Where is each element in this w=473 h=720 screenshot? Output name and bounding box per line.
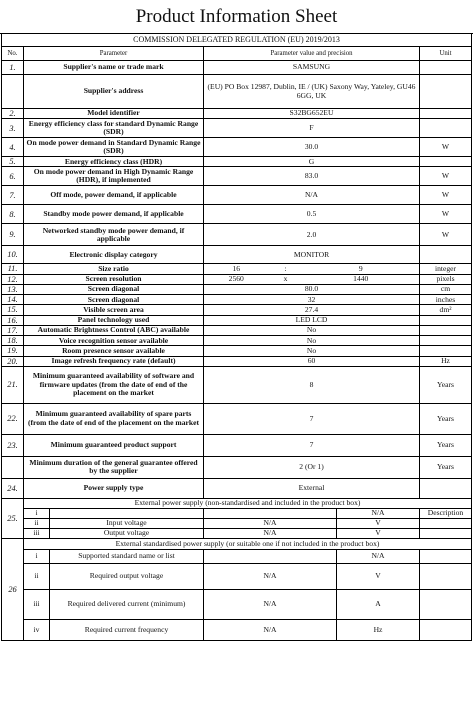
- row-number: 6.: [2, 167, 24, 186]
- row-value: 2.0: [204, 224, 420, 246]
- row-number: 4.: [2, 138, 24, 157]
- row-unit: [420, 346, 472, 356]
- ps26-parameter: Required delivered current (minimum): [50, 589, 204, 619]
- row-value: 83.0: [204, 167, 420, 186]
- row-unit: [420, 246, 472, 264]
- row-value: 80.0: [204, 284, 420, 294]
- table-row: [2, 246, 472, 264]
- row-parameter: Supplier's name or trade mark: [24, 61, 204, 75]
- ps26-blank: [420, 563, 472, 589]
- regulation-title: COMMISSION DELEGATED REGULATION (EU) 2019/2013: [2, 34, 472, 47]
- row-parameter: Minimum guaranteed availability of spare parts (from the date of end of the placement on the market: [24, 403, 204, 434]
- row-unit: Years: [420, 456, 472, 478]
- ps26-unit: Hz: [337, 619, 420, 640]
- row-number: 14.: [2, 295, 24, 305]
- row-value: SAMSUNG: [204, 61, 420, 75]
- table-row: [2, 305, 472, 315]
- ps26-heading: External standardised power supply (or suitable one if not included in the product box): [24, 538, 472, 549]
- table-row: [2, 274, 472, 284]
- row-unit: inches: [420, 295, 472, 305]
- row-value: 0.5: [204, 205, 420, 224]
- row-parameter: Room presence sensor available: [24, 346, 204, 356]
- table-row: [2, 157, 472, 167]
- row-number: 23.: [2, 434, 24, 456]
- row-parameter: Power supply type: [24, 478, 204, 498]
- row-unit: [420, 61, 472, 75]
- ps26-unit: V: [337, 563, 420, 589]
- row-number: [2, 456, 24, 478]
- row-unit: dm²: [420, 305, 472, 315]
- table-row: [2, 478, 472, 498]
- table-row: [2, 508, 472, 518]
- row-parameter: Screen diagonal: [24, 284, 204, 294]
- row-unit: pixels: [420, 274, 472, 284]
- row-unit: W: [420, 186, 472, 205]
- row-number: 13.: [2, 284, 24, 294]
- row-parameter: Image refresh frequency rate (default): [24, 356, 204, 366]
- row-number: 1.: [2, 61, 24, 75]
- ps25-unit: V: [337, 528, 420, 538]
- row-number: 20.: [2, 356, 24, 366]
- table-row: [2, 75, 472, 109]
- table-row: [2, 315, 472, 325]
- row-number: 18.: [2, 336, 24, 346]
- row-unit: W: [420, 224, 472, 246]
- row-value: External: [204, 478, 420, 498]
- row-value: 7: [204, 403, 420, 434]
- row-parameter: Screen diagonal: [24, 295, 204, 305]
- row-number: [2, 75, 24, 109]
- table-row: [2, 589, 472, 619]
- ps26-index: i: [24, 549, 50, 563]
- row-unit: cm: [420, 284, 472, 294]
- ps26-value: N/A: [204, 619, 337, 640]
- row-parameter: Off mode, power demand, if applicable: [24, 186, 204, 205]
- table-row: [2, 119, 472, 138]
- ps26-index: iv: [24, 619, 50, 640]
- ps26-unit: N/A: [337, 549, 420, 563]
- row-parameter: Voice recognition sensor available: [24, 336, 204, 346]
- table-row: [2, 456, 472, 478]
- row-number: 17.: [2, 325, 24, 335]
- row-unit: [420, 315, 472, 325]
- row-number: 3.: [2, 119, 24, 138]
- table-row: [2, 518, 472, 528]
- row-parameter: Panel technology used: [24, 315, 204, 325]
- ps25-parameter: Output voltage: [50, 528, 204, 538]
- row-parameter: Energy efficiency class for standard Dynamic Range (SDR): [24, 119, 204, 138]
- ps25-number: 25.: [2, 498, 24, 538]
- ps26-value: N/A: [204, 563, 337, 589]
- row-number: 21.: [2, 366, 24, 403]
- row-value: No: [204, 325, 420, 335]
- row-unit: [420, 109, 472, 119]
- ps25-description: [420, 518, 472, 528]
- row-value: MONITOR: [204, 246, 420, 264]
- row-number: 24.: [2, 478, 24, 498]
- row-parameter: On mode power demand in High Dynamic Range (HDR), if implemented: [24, 167, 204, 186]
- table-row: [2, 205, 472, 224]
- row-value-1: 2560: [204, 274, 269, 284]
- ps25-unit: N/A: [337, 508, 420, 518]
- ps25-value: N/A: [204, 528, 337, 538]
- row-parameter: Minimum guaranteed product support: [24, 434, 204, 456]
- row-value: G: [204, 157, 420, 167]
- row-parameter: Networked standby mode power demand, if applicable: [24, 224, 204, 246]
- table-row: [2, 167, 472, 186]
- row-parameter: Minimum duration of the general guarantee offered by the supplier: [24, 456, 204, 478]
- header-parameter: Parameter: [24, 47, 204, 61]
- row-value: 32: [204, 295, 420, 305]
- table-row: [2, 549, 472, 563]
- row-number: 12.: [2, 274, 24, 284]
- ps25-description: [420, 528, 472, 538]
- ps25-index: iii: [24, 528, 50, 538]
- ps26-blank: [420, 549, 472, 563]
- row-value: No: [204, 346, 420, 356]
- row-parameter: Automatic Brightness Control (ABC) available: [24, 325, 204, 335]
- table-row: [2, 284, 472, 294]
- header-no: No.: [2, 47, 24, 61]
- row-value: S32BG652EU: [204, 109, 420, 119]
- table-row: [2, 563, 472, 589]
- row-unit: [420, 75, 472, 109]
- row-unit: Years: [420, 434, 472, 456]
- header-unit: Unit: [420, 47, 472, 61]
- row-parameter: Screen resolution: [24, 274, 204, 284]
- table-row: [2, 186, 472, 205]
- table-row: [2, 61, 472, 75]
- row-number: 8.: [2, 205, 24, 224]
- table-row: [2, 403, 472, 434]
- ps26-number: 26: [2, 538, 24, 640]
- row-unit: Years: [420, 403, 472, 434]
- row-value: 27.4: [204, 305, 420, 315]
- table-row: [2, 325, 472, 335]
- table-row: [2, 619, 472, 640]
- row-value: (EU) PO Box 12987, Dublin, IE / (UK) Saxony Way, Yateley, GU46 6GG, UK: [204, 75, 420, 109]
- ps26-value: [204, 549, 337, 563]
- row-unit: [420, 157, 472, 167]
- ps25-parameter: Input voltage: [50, 518, 204, 528]
- ps26-unit: A: [337, 589, 420, 619]
- row-unit: integer: [420, 264, 472, 274]
- table-row: [2, 434, 472, 456]
- row-value: N/A: [204, 186, 420, 205]
- row-parameter: Standby mode power demand, if applicable: [24, 205, 204, 224]
- row-value-2: 9: [303, 264, 420, 274]
- row-value-separator: :: [269, 264, 303, 274]
- row-value-1: 16: [204, 264, 269, 274]
- ps26-value: N/A: [204, 589, 337, 619]
- ps25-description: Description: [420, 508, 472, 518]
- row-number: 22.: [2, 403, 24, 434]
- row-number: 9.: [2, 224, 24, 246]
- row-number: 5.: [2, 157, 24, 167]
- row-unit: [420, 336, 472, 346]
- row-unit: W: [420, 205, 472, 224]
- ps25-heading: External power supply (non-standardised and included in the product box): [24, 498, 472, 508]
- row-unit: [420, 478, 472, 498]
- ps26-parameter: Required current frequency: [50, 619, 204, 640]
- table-row: [2, 366, 472, 403]
- table-row: [2, 336, 472, 346]
- row-parameter: Electronic display category: [24, 246, 204, 264]
- row-number: 7.: [2, 186, 24, 205]
- row-parameter: Visible screen area: [24, 305, 204, 315]
- ps25-unit: V: [337, 518, 420, 528]
- row-parameter: Energy efficiency class (HDR): [24, 157, 204, 167]
- row-value: No: [204, 336, 420, 346]
- ps25-heading-row: [2, 498, 472, 508]
- ps25-index: ii: [24, 518, 50, 528]
- ps25-value: N/A: [204, 518, 337, 528]
- ps25-value: [204, 508, 337, 518]
- row-parameter: Supplier's address: [24, 75, 204, 109]
- ps26-index: iii: [24, 589, 50, 619]
- ps26-parameter: Supported standard name or list: [50, 549, 204, 563]
- row-number: 16.: [2, 315, 24, 325]
- row-value: 2 (Or 1): [204, 456, 420, 478]
- table-row: [2, 264, 472, 274]
- table-row: [2, 295, 472, 305]
- table-row: [2, 224, 472, 246]
- table-row: [2, 109, 472, 119]
- ps26-parameter: Required output voltage: [50, 563, 204, 589]
- row-parameter: Model identifier: [24, 109, 204, 119]
- row-unit: Years: [420, 366, 472, 403]
- table-row: [2, 528, 472, 538]
- row-unit: [420, 119, 472, 138]
- header-value: Parameter value and precision: [204, 47, 420, 61]
- sheet-title: Product Information Sheet: [0, 0, 473, 34]
- row-parameter: On mode power demand in Standard Dynamic Range (SDR): [24, 138, 204, 157]
- ps26-heading-row: [2, 538, 472, 549]
- row-parameter: Size ratio: [24, 264, 204, 274]
- row-number: 10.: [2, 246, 24, 264]
- ps26-index: ii: [24, 563, 50, 589]
- row-value: F: [204, 119, 420, 138]
- row-number: 19.: [2, 346, 24, 356]
- row-number: 15.: [2, 305, 24, 315]
- row-parameter: Minimum guaranteed availability of software and firmware updates (from the date of end of the placement on the market: [24, 366, 204, 403]
- row-value: 30.0: [204, 138, 420, 157]
- row-number: 2.: [2, 109, 24, 119]
- ps26-blank: [420, 619, 472, 640]
- ps25-parameter: [50, 508, 204, 518]
- row-unit: [420, 325, 472, 335]
- row-unit: Hz: [420, 356, 472, 366]
- table-row: [2, 346, 472, 356]
- row-value: 8: [204, 366, 420, 403]
- table-row: [2, 138, 472, 157]
- ps25-index: i: [24, 508, 50, 518]
- spec-table: [1, 33, 472, 641]
- row-unit: W: [420, 167, 472, 186]
- row-number: 11.: [2, 264, 24, 274]
- row-value-separator: x: [269, 274, 303, 284]
- table-row: [2, 356, 472, 366]
- row-value: 60: [204, 356, 420, 366]
- row-value-2: 1440: [303, 274, 420, 284]
- row-value: 7: [204, 434, 420, 456]
- ps26-blank: [420, 589, 472, 619]
- row-value: LED LCD: [204, 315, 420, 325]
- row-unit: W: [420, 138, 472, 157]
